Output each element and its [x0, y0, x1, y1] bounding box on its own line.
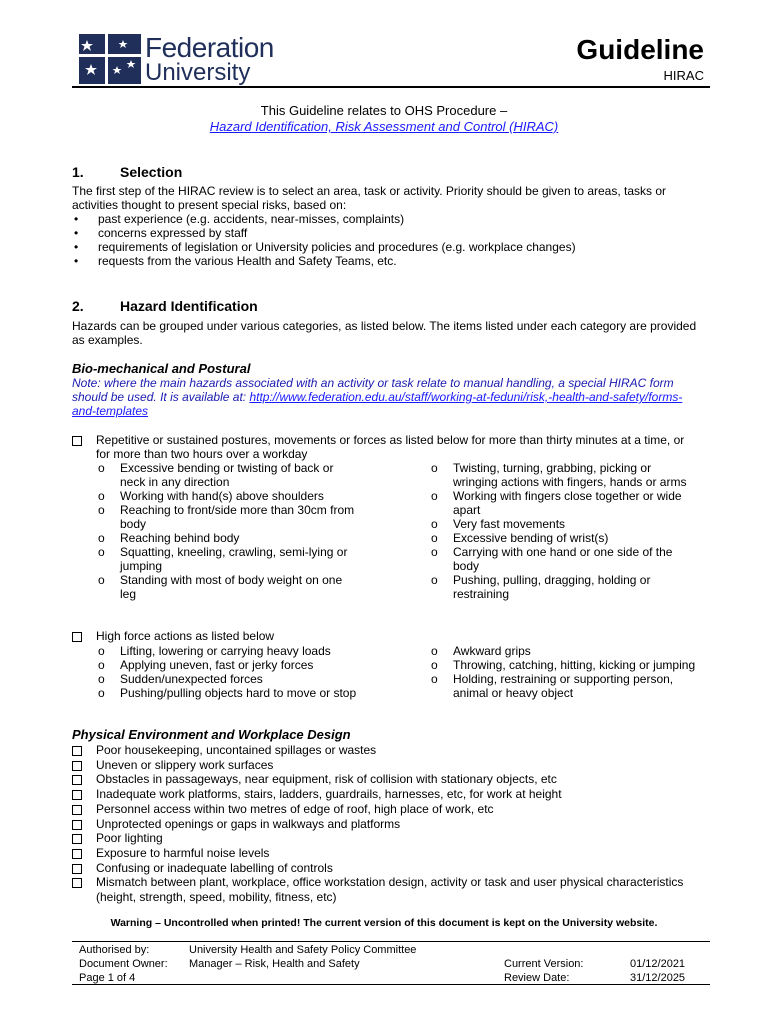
hirac-procedure-link[interactable]: Hazard Identification, Risk Assessment and Control (HIRAC) — [209, 119, 559, 134]
physical-environment-checklist — [72, 743, 697, 905]
list-item: • requirements of legislation or University policies and procedures (e.g. workplace changes) — [72, 240, 697, 254]
section-number: 2. — [72, 298, 84, 314]
section-1-paragraph: The first step of the HIRAC review is to select an area, task or activity. Priority should be given to areas, tasks or activities thought to present special risks, based on: — [72, 184, 667, 212]
forms-templates-link[interactable]: http://www.federation.edu.au/staff/working-at-feduni/risk,-health-and-safety/forms-and-templates — [72, 390, 683, 418]
checklist-item — [72, 758, 697, 773]
intro-block — [72, 103, 696, 135]
checklist-item-high-force — [72, 629, 697, 643]
checklist-item — [72, 846, 697, 861]
checklist-item-text: Obstacles in passageways, near equipment, risk of collision with stationary objects, etc — [96, 772, 557, 787]
checkbox-icon[interactable] — [72, 775, 82, 785]
list-item: o Sudden/unexpected forces — [96, 672, 358, 686]
checkbox-icon[interactable] — [72, 864, 82, 874]
checklist-item-text: Repetitive or sustained postures, movements or forces as listed below for more than thirty minutes at a time, or for more than two hours over a workday — [96, 433, 685, 461]
document-type-title: Guideline — [576, 34, 704, 65]
list-item: • requests from the various Health and Safety Teams, etc. — [72, 254, 697, 268]
southern-cross-flag-icon — [79, 34, 141, 84]
review-date-label: Review Date: — [504, 972, 570, 984]
header-rule — [72, 86, 710, 88]
list-item: o Applying uneven, fast or jerky forces — [96, 658, 358, 672]
checklist-item — [72, 817, 697, 832]
list-item: o Twisting, turning, grabbing, picking or wringing actions with fingers, hands or arms — [429, 461, 697, 489]
review-date-value: 31/12/2025 — [630, 972, 686, 984]
current-version-label: Current Version: — [504, 958, 584, 970]
checklist-item-text: Personnel access within two metres of edge of roof, high place of work, etc — [96, 801, 494, 816]
checkbox-icon[interactable] — [72, 761, 82, 771]
checkbox-icon[interactable] — [72, 790, 82, 800]
checklist-item — [72, 861, 697, 876]
list-item: o Reaching to front/side more than 30cm from body — [96, 503, 358, 531]
checkbox-icon[interactable] — [72, 834, 82, 844]
list-item: o Pushing, pulling, dragging, holding or restraining — [429, 573, 697, 601]
repetitive-right-column — [429, 461, 697, 601]
checklist-item — [72, 831, 697, 846]
list-item: o Carrying with one hand or one side of the body — [429, 545, 697, 573]
section-2-paragraph: Hazards can be grouped under various categories, as listed below. The items listed under each category are provided as examples. — [72, 319, 697, 347]
list-item: o Excessive bending of wrist(s) — [429, 531, 697, 545]
section-title: Hazard Identification — [120, 298, 258, 314]
checklist-item-text: Poor lighting — [96, 831, 163, 846]
section-2-heading — [72, 297, 258, 315]
page-number: Page 1 of 4 — [79, 972, 136, 984]
list-item: o Awkward grips — [429, 644, 697, 658]
list-item: o Very fast movements — [429, 517, 697, 531]
note-text: Note: where the main hazards associated with an activity or task relate to manual handling, a special HIRAC form should be used. It is available at: — [72, 376, 674, 404]
checkbox-icon[interactable] — [72, 632, 82, 642]
checklist-item-repetitive — [72, 433, 697, 461]
list-item: o Throwing, catching, hitting, kicking or jumping — [429, 658, 697, 672]
list-item: o Lifting, lowering or carrying heavy loads — [96, 644, 358, 658]
document-owner-value: Manager – Risk, Health and Safety — [189, 958, 360, 970]
checklist-item — [72, 743, 697, 758]
checkbox-icon[interactable] — [72, 878, 82, 888]
checklist-item-text: Uneven or slippery work surfaces — [96, 757, 274, 772]
checklist-item-text: Unprotected openings or gaps in walkways and platforms — [96, 816, 401, 831]
section-1-body — [72, 184, 697, 268]
section-1-heading — [72, 163, 182, 181]
checkbox-icon[interactable] — [72, 805, 82, 815]
checklist-item — [72, 875, 697, 904]
checklist-item-text: Exposure to harmful noise levels — [96, 845, 270, 860]
section-number: 1. — [72, 164, 84, 180]
list-item: o Standing with most of body weight on one leg — [96, 573, 358, 601]
section-title: Selection — [120, 164, 183, 180]
list-item: • past experience (e.g. accidents, near-misses, complaints) — [72, 212, 697, 226]
list-item: o Working with fingers close together or wide apart — [429, 489, 697, 517]
list-item: o Excessive bending or twisting of back or neck in any direction — [96, 461, 358, 489]
checklist-item — [72, 787, 697, 802]
list-item: o Working with hand(s) above shoulders — [96, 489, 358, 503]
biomechanical-heading: Bio-mechanical and Postural — [72, 361, 251, 376]
high-force-right-column — [429, 644, 697, 700]
manual-handling-note — [72, 376, 697, 418]
uncontrolled-print-warning: Warning – Uncontrolled when printed! The current version of this document is kept on the University website. — [110, 917, 658, 929]
checkbox-icon[interactable] — [72, 849, 82, 859]
selection-bullet-list — [72, 212, 697, 268]
checkbox-icon[interactable] — [72, 746, 82, 756]
checklist-item-text: High force actions as listed below — [96, 629, 275, 643]
authorised-by-label: Authorised by: — [79, 944, 150, 956]
brand-line-2: University — [145, 59, 251, 86]
checkbox-icon[interactable] — [72, 436, 82, 446]
document-subtitle: HIRAC — [663, 68, 704, 83]
checklist-item-text: Poor housekeeping, uncontained spillages or wastes — [96, 743, 377, 757]
checkbox-icon[interactable] — [72, 820, 82, 830]
authorised-by-value: University Health and Safety Policy Committee — [189, 944, 417, 956]
checklist-item-text: Mismatch between plant, workplace, office workstation design, activity or task and user physical characteristics (height, strength, speed, mobility, fitness, etc) — [96, 875, 684, 905]
checklist-item-text: Inadequate work platforms, stairs, ladders, guardrails, harnesses, etc, for work at height — [96, 787, 562, 802]
checklist-item — [72, 772, 697, 787]
checklist-item — [72, 802, 697, 817]
document-control-footer — [72, 941, 710, 985]
current-version-value: 01/12/2021 — [630, 958, 686, 970]
list-item: o Squatting, kneeling, crawling, semi-lying or jumping — [96, 545, 358, 573]
document-owner-label: Document Owner: — [79, 958, 168, 970]
high-force-left-column — [96, 644, 358, 700]
repetitive-left-column — [96, 461, 358, 601]
list-item: o Holding, restraining or supporting person, animal or heavy object — [429, 672, 697, 700]
physical-environment-heading: Physical Environment and Workplace Design — [72, 727, 351, 742]
list-item: • concerns expressed by staff — [72, 226, 697, 240]
list-item: o Reaching behind body — [96, 531, 358, 545]
checklist-item-text: Confusing or inadequate labelling of controls — [96, 860, 333, 875]
intro-text: This Guideline relates to OHS Procedure – — [260, 103, 508, 118]
brand-line-1: Federation — [145, 32, 274, 63]
federation-university-logo — [79, 34, 285, 86]
list-item: o Pushing/pulling objects hard to move or stop — [96, 686, 358, 700]
